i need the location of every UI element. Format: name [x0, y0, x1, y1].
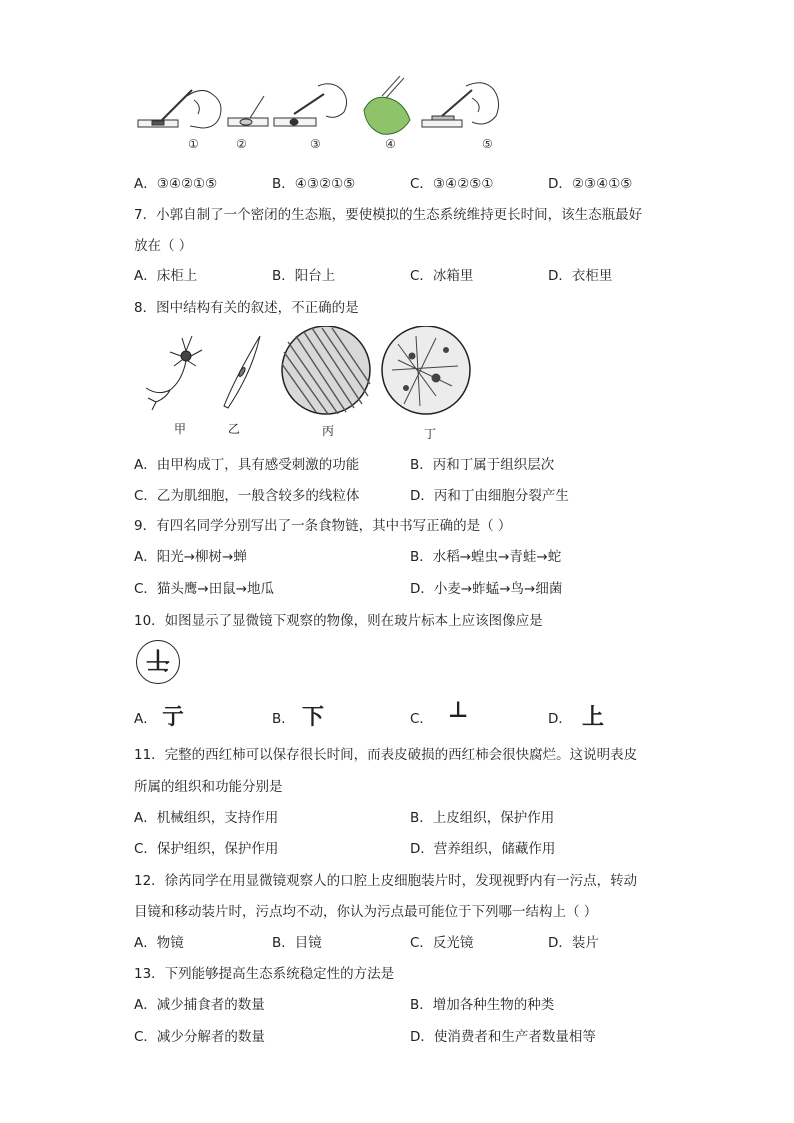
step3-drawing — [274, 84, 347, 126]
muscle-cell-drawing — [224, 336, 260, 408]
q13-stem: 13．下列能够提高生态系统稳定性的方法是 — [134, 966, 395, 982]
q7-option-a[interactable]: A．床柜上 — [134, 268, 198, 284]
q9-option-c[interactable]: C．猫头鹰→田鼠→地瓜 — [134, 581, 275, 597]
q8-option-a[interactable]: A．由甲构成丁，具有感受刺激的功能 — [134, 457, 360, 473]
q12-stem-line1: 12．徐芮同学在用显微镜观察人的口腔上皮细胞装片时，发现视野内有一污点，转动 — [134, 873, 638, 889]
q8-option-d[interactable]: D．丙和丁由细胞分裂产生 — [410, 488, 569, 504]
q6-option-b[interactable]: B．④③②①⑤ — [272, 176, 356, 192]
step4-drawing — [364, 76, 410, 134]
q11-stem-line2: 所属的组织和功能分别是 — [134, 779, 283, 795]
q7-option-c[interactable]: C．冰箱里 — [410, 268, 474, 284]
q13-option-c[interactable]: C．减少分解者的数量 — [134, 1029, 265, 1045]
neuron-drawing — [146, 336, 202, 410]
q13-option-a[interactable]: A．减少捕食者的数量 — [134, 997, 265, 1013]
q8-cells-figure — [136, 326, 476, 422]
q7-option-d[interactable]: D．衣柜里 — [548, 268, 613, 284]
step2-drawing — [228, 96, 268, 126]
q10-stem: 10．如图显示了显微镜下观察的物像，则在玻片标本上应该图像应是 — [134, 613, 543, 629]
step-label-5: ⑤ — [482, 137, 493, 151]
q12-option-d[interactable]: D．装片 — [548, 935, 599, 951]
q10-option-d-letter[interactable]: D． — [548, 711, 572, 727]
q8-label-bing: 丙 — [322, 424, 335, 438]
nervous-tissue-drawing — [382, 326, 470, 414]
q10-option-a-letter[interactable]: A． — [134, 711, 157, 727]
q8-label-jia: 甲 — [174, 422, 187, 436]
q13-option-d[interactable]: D．使消费者和生产者数量相等 — [410, 1029, 596, 1045]
q9-option-d[interactable]: D．小麦→蚱蜢→鸟→细菌 — [410, 581, 563, 597]
q7-option-b[interactable]: B．阳台上 — [272, 268, 336, 284]
q10-option-c-letter[interactable]: C． — [410, 711, 433, 727]
q10-option-a-glyph: 亍 — [162, 705, 185, 730]
step-label-4: ④ — [385, 137, 396, 151]
q8-option-c[interactable]: C．乙为肌细胞，一般含较多的线粒体 — [134, 488, 360, 504]
q9-stem: 9．有四名同学分别写出了一条食物链，其中书写正确的是（ ） — [134, 518, 512, 534]
q6-option-d[interactable]: D．②③④①⑤ — [548, 176, 633, 192]
q7-stem-line1: 7．小郭自制了一个密闭的生态瓶，要使模拟的生态系统维持更长时间，该生态瓶最好 — [134, 207, 643, 223]
step-label-1: ① — [188, 137, 199, 151]
muscle-tissue-drawing — [282, 326, 370, 414]
q11-option-d[interactable]: D．营养组织，储藏作用 — [410, 841, 556, 857]
q8-stem: 8．图中结构有关的叙述，不正确的是 — [134, 300, 359, 316]
q8-option-b[interactable]: B．丙和丁属于组织层次 — [410, 457, 555, 473]
q12-option-c[interactable]: C．反光镜 — [410, 935, 474, 951]
q10-option-b-glyph: 下 — [302, 705, 325, 730]
microscope-view-char: 干 — [146, 646, 170, 674]
q11-option-b[interactable]: B．上皮组织，保护作用 — [410, 810, 555, 826]
q11-option-c[interactable]: C．保护组织，保护作用 — [134, 841, 279, 857]
q12-stem-line2: 目镜和移动装片时，污点均不动，你认为污点最可能位于下列哪一结构上（ ） — [134, 904, 598, 920]
step-label-3: ③ — [310, 137, 321, 151]
q7-stem-line2: 放在（ ） — [134, 238, 193, 254]
q8-label-ding: 丁 — [424, 427, 437, 441]
q6-option-a[interactable]: A．③④②①⑤ — [134, 176, 218, 192]
q9-option-a[interactable]: A．阳光→柳树→蝉 — [134, 549, 247, 565]
q6-option-c[interactable]: C．③④②⑤① — [410, 176, 494, 192]
q11-stem-line1: 11．完整的西红柿可以保存很长时间，而表皮破损的西红柿会很快腐烂。这说明表皮 — [134, 747, 638, 763]
q10-option-d-glyph: 上 — [582, 705, 605, 730]
q10-option-b-letter[interactable]: B． — [272, 711, 295, 727]
q9-option-b[interactable]: B．水稻→蝗虫→青蛙→蛇 — [410, 549, 562, 565]
q12-option-b[interactable]: B．目镜 — [272, 935, 322, 951]
step5-drawing — [422, 83, 499, 127]
q10-option-c-glyph: ⊥ — [448, 698, 469, 723]
q12-option-a[interactable]: A．物镜 — [134, 935, 184, 951]
q8-label-yi: 乙 — [228, 422, 241, 436]
q13-option-b[interactable]: B．增加各种生物的种类 — [410, 997, 555, 1013]
step1-drawing — [138, 90, 221, 128]
q11-option-a[interactable]: A．机械组织，支持作用 — [134, 810, 279, 826]
step-label-2: ② — [236, 137, 247, 151]
